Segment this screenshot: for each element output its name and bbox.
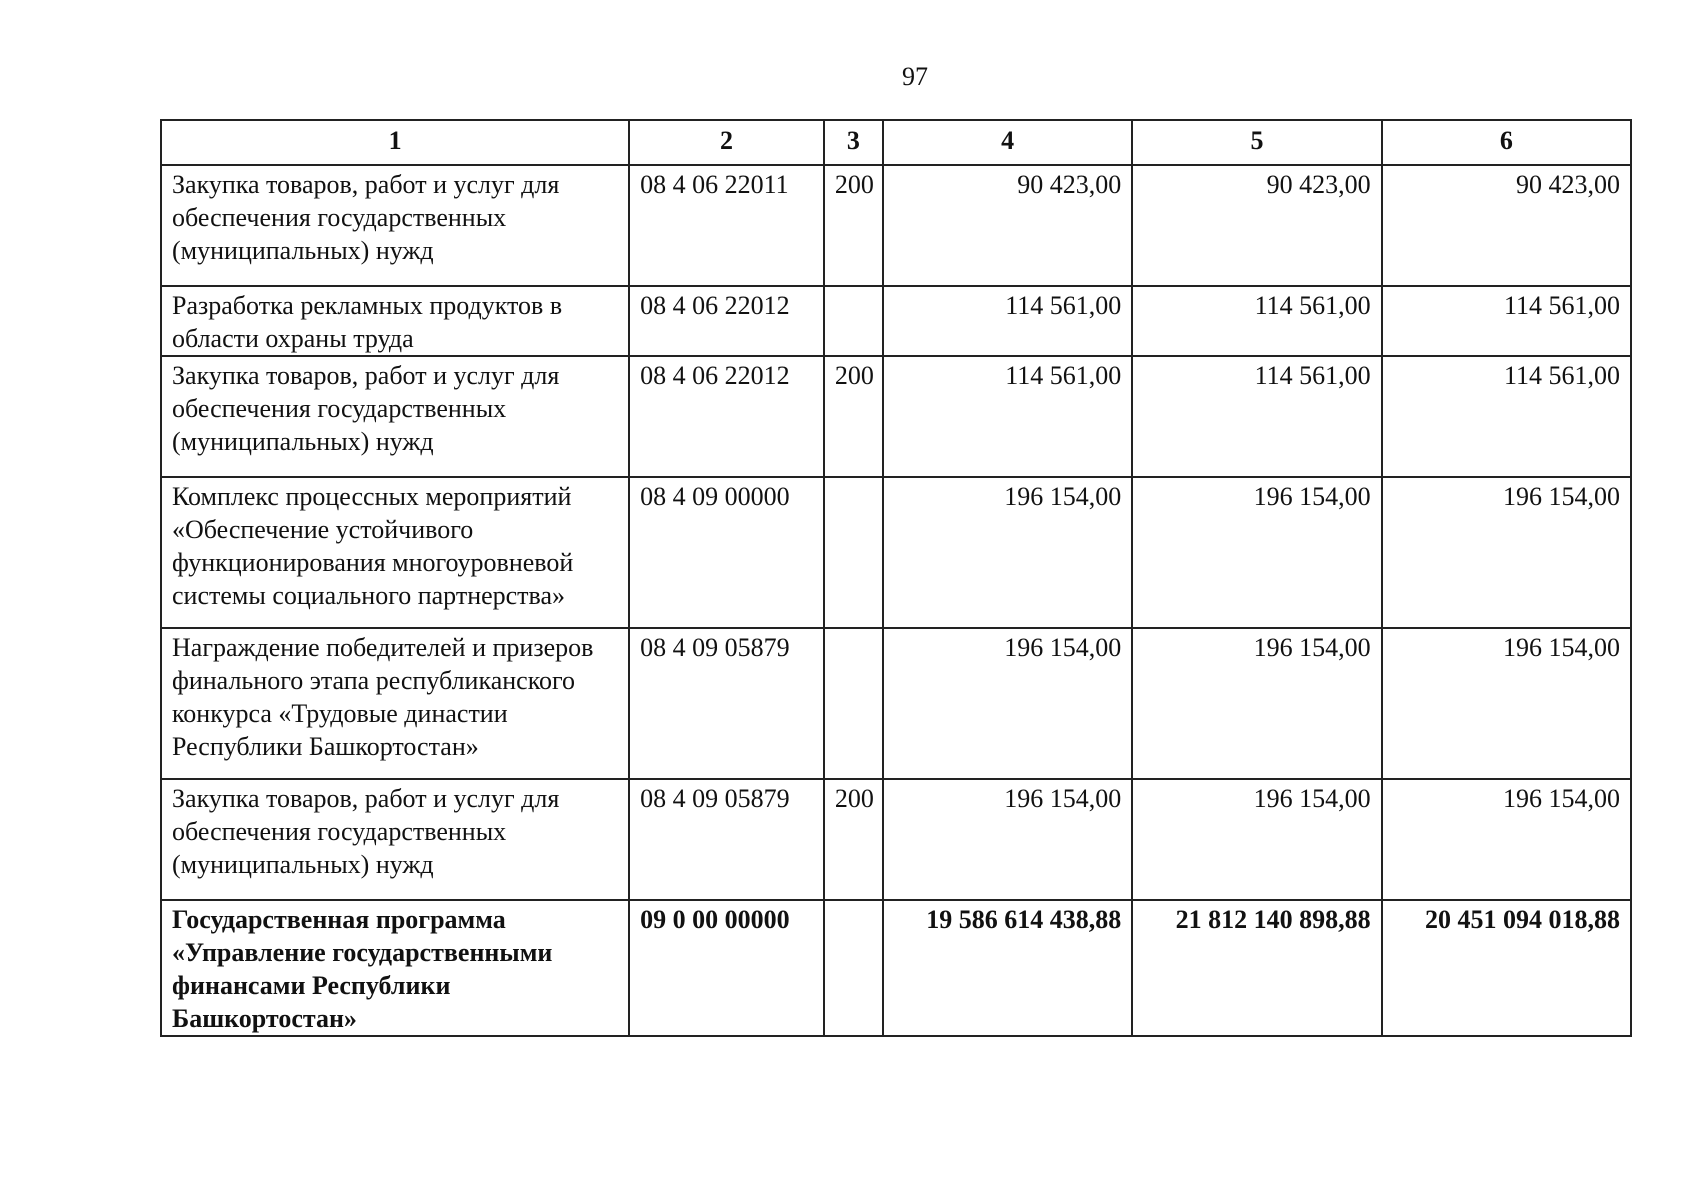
column-header: 1: [161, 120, 629, 165]
row-code-cell: 08 4 06 22011: [629, 165, 824, 286]
row-name-cell: Государственная программа «Управление государственными финансами Республики Башкортостан»: [161, 900, 629, 1036]
row-name-cell: Закупка товаров, работ и услуг для обеспечения государственных (муниципальных) нужд: [161, 165, 629, 286]
row-value-4-cell: 19 586 614 438,88: [883, 900, 1132, 1036]
row-value-4-cell: 196 154,00: [883, 477, 1132, 628]
row-value-6-cell: 114 561,00: [1382, 356, 1631, 477]
budget-table: [160, 119, 1632, 1037]
row-type-cell: [824, 900, 883, 1036]
row-code-cell: 08 4 09 00000: [629, 477, 824, 628]
row-name-cell: Разработка рекламных продуктов в области охраны труда: [161, 286, 629, 356]
row-value-5-cell: 114 561,00: [1132, 286, 1381, 356]
row-code-cell: 08 4 09 05879: [629, 628, 824, 779]
row-value-6-cell: 196 154,00: [1382, 477, 1631, 628]
row-code-cell: 09 0 00 00000: [629, 900, 824, 1036]
row-value-5-cell: 114 561,00: [1132, 356, 1381, 477]
table-row: [161, 779, 1631, 900]
table-row: [161, 477, 1631, 628]
row-value-5-cell: 90 423,00: [1132, 165, 1381, 286]
row-type-cell: [824, 628, 883, 779]
table-row: [161, 356, 1631, 477]
column-header: 5: [1132, 120, 1381, 165]
row-name-cell: Комплекс процессных мероприятий «Обеспечение устойчивого функционирования многоуровневой системы социального партнерства»: [161, 477, 629, 628]
table-body: [161, 165, 1631, 1036]
row-value-4-cell: 90 423,00: [883, 165, 1132, 286]
row-type-cell: 200: [824, 165, 883, 286]
row-value-6-cell: 196 154,00: [1382, 779, 1631, 900]
row-code-cell: 08 4 06 22012: [629, 286, 824, 356]
row-code-cell: 08 4 09 05879: [629, 779, 824, 900]
row-value-6-cell: 114 561,00: [1382, 286, 1631, 356]
page-number: 97: [902, 62, 928, 91]
column-header: 4: [883, 120, 1132, 165]
row-type-cell: [824, 286, 883, 356]
row-value-4-cell: 196 154,00: [883, 779, 1132, 900]
row-value-4-cell: 114 561,00: [883, 356, 1132, 477]
row-name-cell: Закупка товаров, работ и услуг для обеспечения государственных (муниципальных) нужд: [161, 356, 629, 477]
column-header: 6: [1382, 120, 1631, 165]
table-header-row: [161, 120, 1631, 165]
row-value-6-cell: 196 154,00: [1382, 628, 1631, 779]
row-value-5-cell: 21 812 140 898,88: [1132, 900, 1381, 1036]
column-header: 2: [629, 120, 824, 165]
table-row: [161, 628, 1631, 779]
row-code-cell: 08 4 06 22012: [629, 356, 824, 477]
row-value-5-cell: 196 154,00: [1132, 628, 1381, 779]
row-type-cell: 200: [824, 356, 883, 477]
row-value-6-cell: 20 451 094 018,88: [1382, 900, 1631, 1036]
table-row: [161, 165, 1631, 286]
row-name-cell: Закупка товаров, работ и услуг для обеспечения государственных (муниципальных) нужд: [161, 779, 629, 900]
row-value-5-cell: 196 154,00: [1132, 779, 1381, 900]
row-value-4-cell: 196 154,00: [883, 628, 1132, 779]
column-header: 3: [824, 120, 883, 165]
table-row: [161, 900, 1631, 1036]
row-value-6-cell: 90 423,00: [1382, 165, 1631, 286]
row-type-cell: [824, 477, 883, 628]
table-row: [161, 286, 1631, 356]
row-name-cell: Награждение победителей и призеров финального этапа республиканского конкурса «Трудовые династии Республики Башкортостан»: [161, 628, 629, 779]
row-type-cell: 200: [824, 779, 883, 900]
row-value-4-cell: 114 561,00: [883, 286, 1132, 356]
row-value-5-cell: 196 154,00: [1132, 477, 1381, 628]
